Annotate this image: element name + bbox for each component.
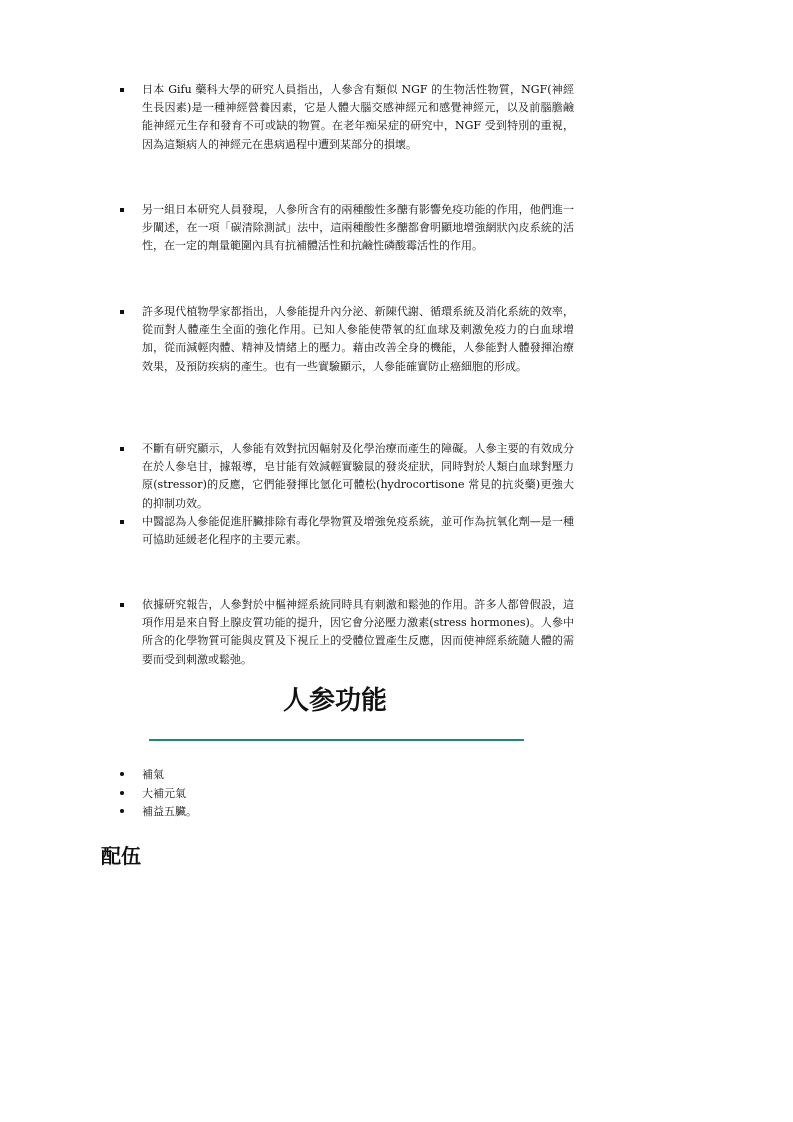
dot-bullet-icon [120, 809, 124, 813]
bullet-list-4 [120, 440, 574, 549]
subheading: 配伍 [101, 844, 141, 868]
paragraph-text: 另一組日本研究人員發現，人參所含有的兩種酸性多醣有影響免疫功能的作用，他們進一步闡述，在一項「碳清除測試」法中，這兩種酸性多醣都會明顯地增強網狀內皮系統的活性，在一定的劑量範圍內具有抗補體活性和抗鹼性磷酸霉活性的作用。 [142, 203, 574, 253]
function-text: 補氣 [142, 768, 164, 781]
list-item [120, 81, 574, 154]
list-item [120, 596, 574, 669]
function-text: 大補元氣 [142, 786, 186, 800]
square-bullet-icon [120, 310, 124, 314]
paragraph-text: 中醫認為人參能促進肝臟排除有毒化學物質及增強免疫系統，並可作為抗氧化劑—是一種可協助延緩老化程序的主要元素。 [142, 514, 574, 547]
bullet-list-1 [120, 81, 574, 154]
title-divider [149, 739, 524, 741]
paragraph-text: 許多現代植物學家都指出，人參能提升內分泌、新陳代謝、循環系統及消化系統的效率，從而對人體產生全面的強化作用。已知人參能使帶氧的紅血球及刺激免疫力的白血球增加，從而減輕肉體、精神及情緒上的壓力。藉由改善全身的機能，人參能對人體發揮治療效果，及預防疾病的產生。也有一些實驗顯示，人參能確實防止癌細胞的形成。 [142, 305, 574, 373]
bullet-list-5 [120, 596, 574, 669]
list-item [120, 201, 574, 256]
list-item [120, 440, 574, 513]
list-item [120, 303, 574, 376]
list-item [120, 766, 197, 785]
function-text: 補益五臟。 [142, 805, 197, 818]
square-bullet-icon [120, 88, 124, 92]
paragraph-text: 日本 Gifu 藥科大學的研究人員指出，人參含有類似 NGF 的生物活性物質，NGF(神經生長因素)是一種神經營養因素，它是人體大腦交感神經元和感覺神經元，以及前腦膽鹼能神經元生存和發育不可或缺的物質。在老年痴呆症的研究中，NGF 受到特別的重視，因為這類病人的神經元在患病過程中遭到某部分的損壞。 [142, 83, 574, 151]
list-item [120, 785, 197, 804]
list-item [120, 513, 574, 549]
bullet-list-3 [120, 303, 574, 376]
square-bullet-icon [120, 603, 124, 607]
function-list [120, 766, 197, 822]
square-bullet-icon [120, 447, 124, 451]
paragraph-text: 不斷有研究顯示，人參能有效對抗因輻射及化學治療而產生的障礙。人參主要的有效成分在於人參皂甘，據報導，皂甘能有效減輕實驗鼠的發炎症狀，同時對於人類白血球對壓力原(stressor)的反應，它們能發揮比氫化可體松(hydrocortisone 常見的抗炎藥)更強大的抑制功效。 [142, 442, 574, 510]
paragraph-text: 依據研究報告，人參對於中樞神經系統同時具有刺激和鬆弛的作用。許多人都曾假設，這項作用是來自腎上腺皮質功能的提升，因它會分泌壓力激素(stress hormones)。人參中所含的化學物質可能與皮質及下視丘上的受體位置產生反應，因而使神經系統隨人體的需要而受到刺激或鬆弛。 [142, 598, 574, 666]
section-title: 人参功能 [282, 686, 387, 716]
square-bullet-icon [120, 520, 124, 524]
square-bullet-icon [120, 208, 124, 212]
list-item [120, 803, 197, 822]
bullet-list-2 [120, 201, 574, 256]
dot-bullet-icon [120, 772, 124, 776]
dot-bullet-icon [120, 791, 124, 795]
